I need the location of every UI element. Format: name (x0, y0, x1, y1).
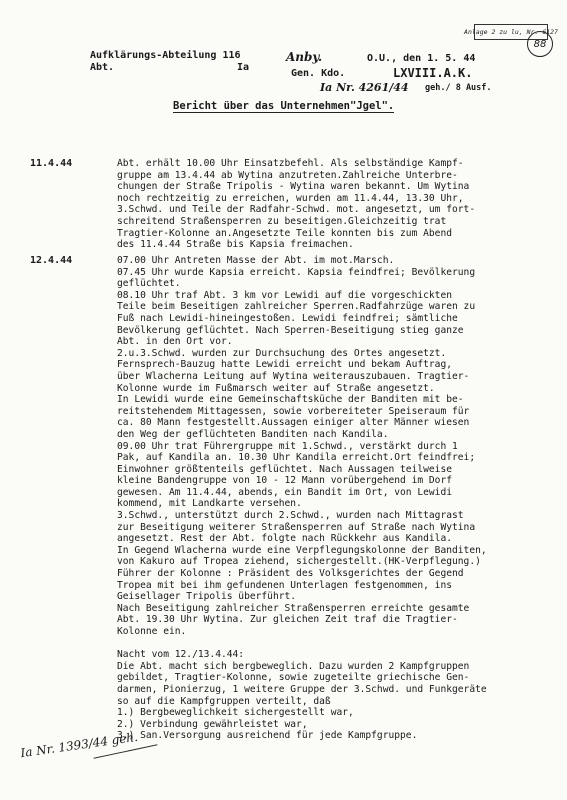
text-line: Abt. in den Ort vor. (117, 336, 233, 348)
text-line: Abt. 19.30 Uhr Wytina. Zur gleichen Zeit traf die Tragtier- (117, 614, 458, 626)
text-line: ca. 80 Mann festgestellt.Aussagen einiger alter Männer wiesen (117, 417, 470, 429)
abt-label: Abt. (90, 62, 115, 73)
text-line: Kolonne wurde im Fußmarsch weiter auf Straße angesetzt. (117, 382, 435, 394)
entry-date-2: 12.4.44 (30, 255, 73, 266)
text-line: Geisellager Tripolis überführt. (117, 591, 297, 603)
text-line: Pak, auf Kandila an. 10.30 Uhr Kandila erreicht.Ort feindfrei; (117, 452, 476, 464)
text-line: 07.45 Uhr wurde Kapsia erreicht. Kapsia feindfrei; Bevölkerung (117, 266, 476, 278)
text-line: zur Beseitigung weiterer Straßensperren auf Straße nach Wytina (117, 521, 476, 533)
text-line: Fuß nach Lewidi-hineingestoßen. Lewidi feindfrei; sämtliche (117, 312, 458, 324)
text-line: Kolonne ein. (117, 626, 187, 637)
text-line: In Lewidi wurde eine Gemeinschaftsküche der Banditen mit be- (117, 394, 464, 406)
text-line: Bevölkerung geflüchtet. Nach Sperren-Beseitigung stieg ganze (117, 324, 464, 336)
text-line: Tragtier-Kolonne an.Angesetzte Teile konnten bis zum Abend (117, 227, 453, 239)
text-line: kommend, mit Landkarte versehen. (117, 498, 302, 510)
text-line: Einwohner größtenteils geflüchtet. Nach Aussagen teilweise (117, 463, 453, 475)
text-line: chungen der Straße Tripolis - Wytina waren bekannt. Um Wytina (117, 181, 470, 193)
secret-mark: geh./ 8 Ausf. (425, 83, 492, 93)
text-line: von Kakuro auf Tropea ziehend, sichergestellt.(HK-Verpflegung.) (117, 556, 481, 568)
text-line (117, 638, 487, 650)
text-line: 09.00 Uhr trat Führergruppe mit 1.Schwd., verstärkt durch 1 (117, 440, 458, 452)
text-line: Nacht vom 12./13.4.44: (117, 649, 245, 661)
text-line: Teile beim Beseitigen zahlreicher Sperren.Radfahrzüge waren zu (117, 301, 476, 313)
text-line: Tropea mit bei ihm gefundenen Unterlagen festgenommen, ins (117, 579, 453, 591)
attachment-stamp: Anlage 2 zu lu, Nr. 6127 (474, 24, 548, 40)
text-line: gruppe am 13.4.44 ab Wytina anzutreten.Zahlreiche Unterbre- (117, 169, 458, 181)
text-line: schreitend Straßensperren zu beseitigen.Gleichzeitig trat (117, 215, 447, 227)
text-line: angesetzt. Rest der Abt. folgte nach Rückkehr aus Kandila. (117, 533, 453, 545)
handwritten-initials: Anby. (286, 50, 323, 64)
corps-stamp: LXVIII.A.K. (393, 66, 473, 80)
ia-label: Ia (237, 62, 250, 73)
text-line: 2.u.3.Schwd. wurden zur Durchsuchung des Ortes angesetzt. (117, 347, 447, 359)
report-title: Bericht über das Unternehmen"Jgel". (173, 100, 395, 112)
text-line: Die Abt. macht sich bergbeweglich. Dazu wurden 2 Kampfgruppen (117, 660, 470, 672)
reference-number: Ia Nr. 4261/44 (320, 81, 409, 94)
text-line: des 11.4.44 Straße bis Kapsia freimachen. (117, 239, 354, 251)
text-line: gewesen. Am 11.4.44, abends, ein Bandit im Ort, von Lewidi (117, 486, 453, 498)
text-line: über Wlacherna Leitung auf Wytina weiterauszubauen. Tragtier- (117, 370, 470, 382)
text-line: 3.) San.Versorgung ausreichend für jede Kampfgruppe. (117, 730, 418, 742)
text-line: Abt. erhält 10.00 Uhr Einsatzbefehl. Als selbständige Kampf- (117, 158, 464, 169)
text-line: darmen, Pionierzug, 1 weitere Gruppe der 3.Schwd. und Funkgeräte (117, 683, 487, 695)
text-line: reitstehendem Mittagessen, sowie vorbereiteter Speiseraum für (117, 405, 470, 417)
footer-handwritten-reference: Ia Nr. 1393/44 geh. (19, 729, 139, 761)
text-line: geflüchtet. (117, 278, 181, 290)
unit-name: Aufklärungs-Abteilung 116 (90, 50, 241, 61)
entry-date-1: 11.4.44 (30, 158, 73, 169)
text-line: 3.Schwd., unterstützt durch 2.Schwd., wurden nach Mittagrast (117, 510, 464, 522)
entry-text-2 (117, 255, 487, 742)
text-line: gebildet, Tragtier-Kolonne, sowie zugeteilte griechische Gen- (117, 672, 470, 684)
page-number-circle: 88 (527, 31, 553, 57)
entry-text-1 (117, 158, 475, 251)
text-line: kleine Bandengruppe von 10 - 12 Mann vorübergehend im Dorf (117, 475, 453, 487)
text-line: Führer der Kolonne : Präsident des Volksgerichtes der Gegend (117, 568, 464, 580)
place-date: O.U., den 1. 5. 44 (367, 53, 476, 64)
text-line: Nach Beseitigung zahlreicher Straßensperren erreichte gesamte (117, 602, 470, 614)
text-line: 2.) Verbindung gewährleistet war, (117, 718, 308, 730)
text-line: In Gegend Wlacherna wurde eine Verpflegungskolonne der Banditen, (117, 544, 487, 556)
text-line: so auf die Kampfgruppen verteilt, daß (117, 695, 331, 707)
text-line: Fernsprech-Bauzug hatte Lewidi erreicht und bekam Auftrag, (117, 359, 453, 371)
text-line: 08.10 Uhr traf Abt. 3 km vor Lewidi auf die vorgeschickten (117, 289, 453, 301)
text-line: 07.00 Uhr Antreten Masse der Abt. im mot.Marsch. (117, 255, 395, 266)
text-line: 3.Schwd. und Teile der Radfahr-Schwd. mot. angesetzt, um fort- (117, 204, 476, 216)
gen-kdo-stamp: Gen. Kdo. (291, 68, 346, 79)
text-line: 1.) Bergbeweglichkeit sichergestellt war, (117, 707, 354, 719)
text-line: noch rechtzeitig zu erreichen, wurden am 11.4.44, 13.30 Uhr, (117, 192, 464, 204)
text-line: den Weg der geflüchteten Banditen nach Kandila. (117, 428, 389, 440)
